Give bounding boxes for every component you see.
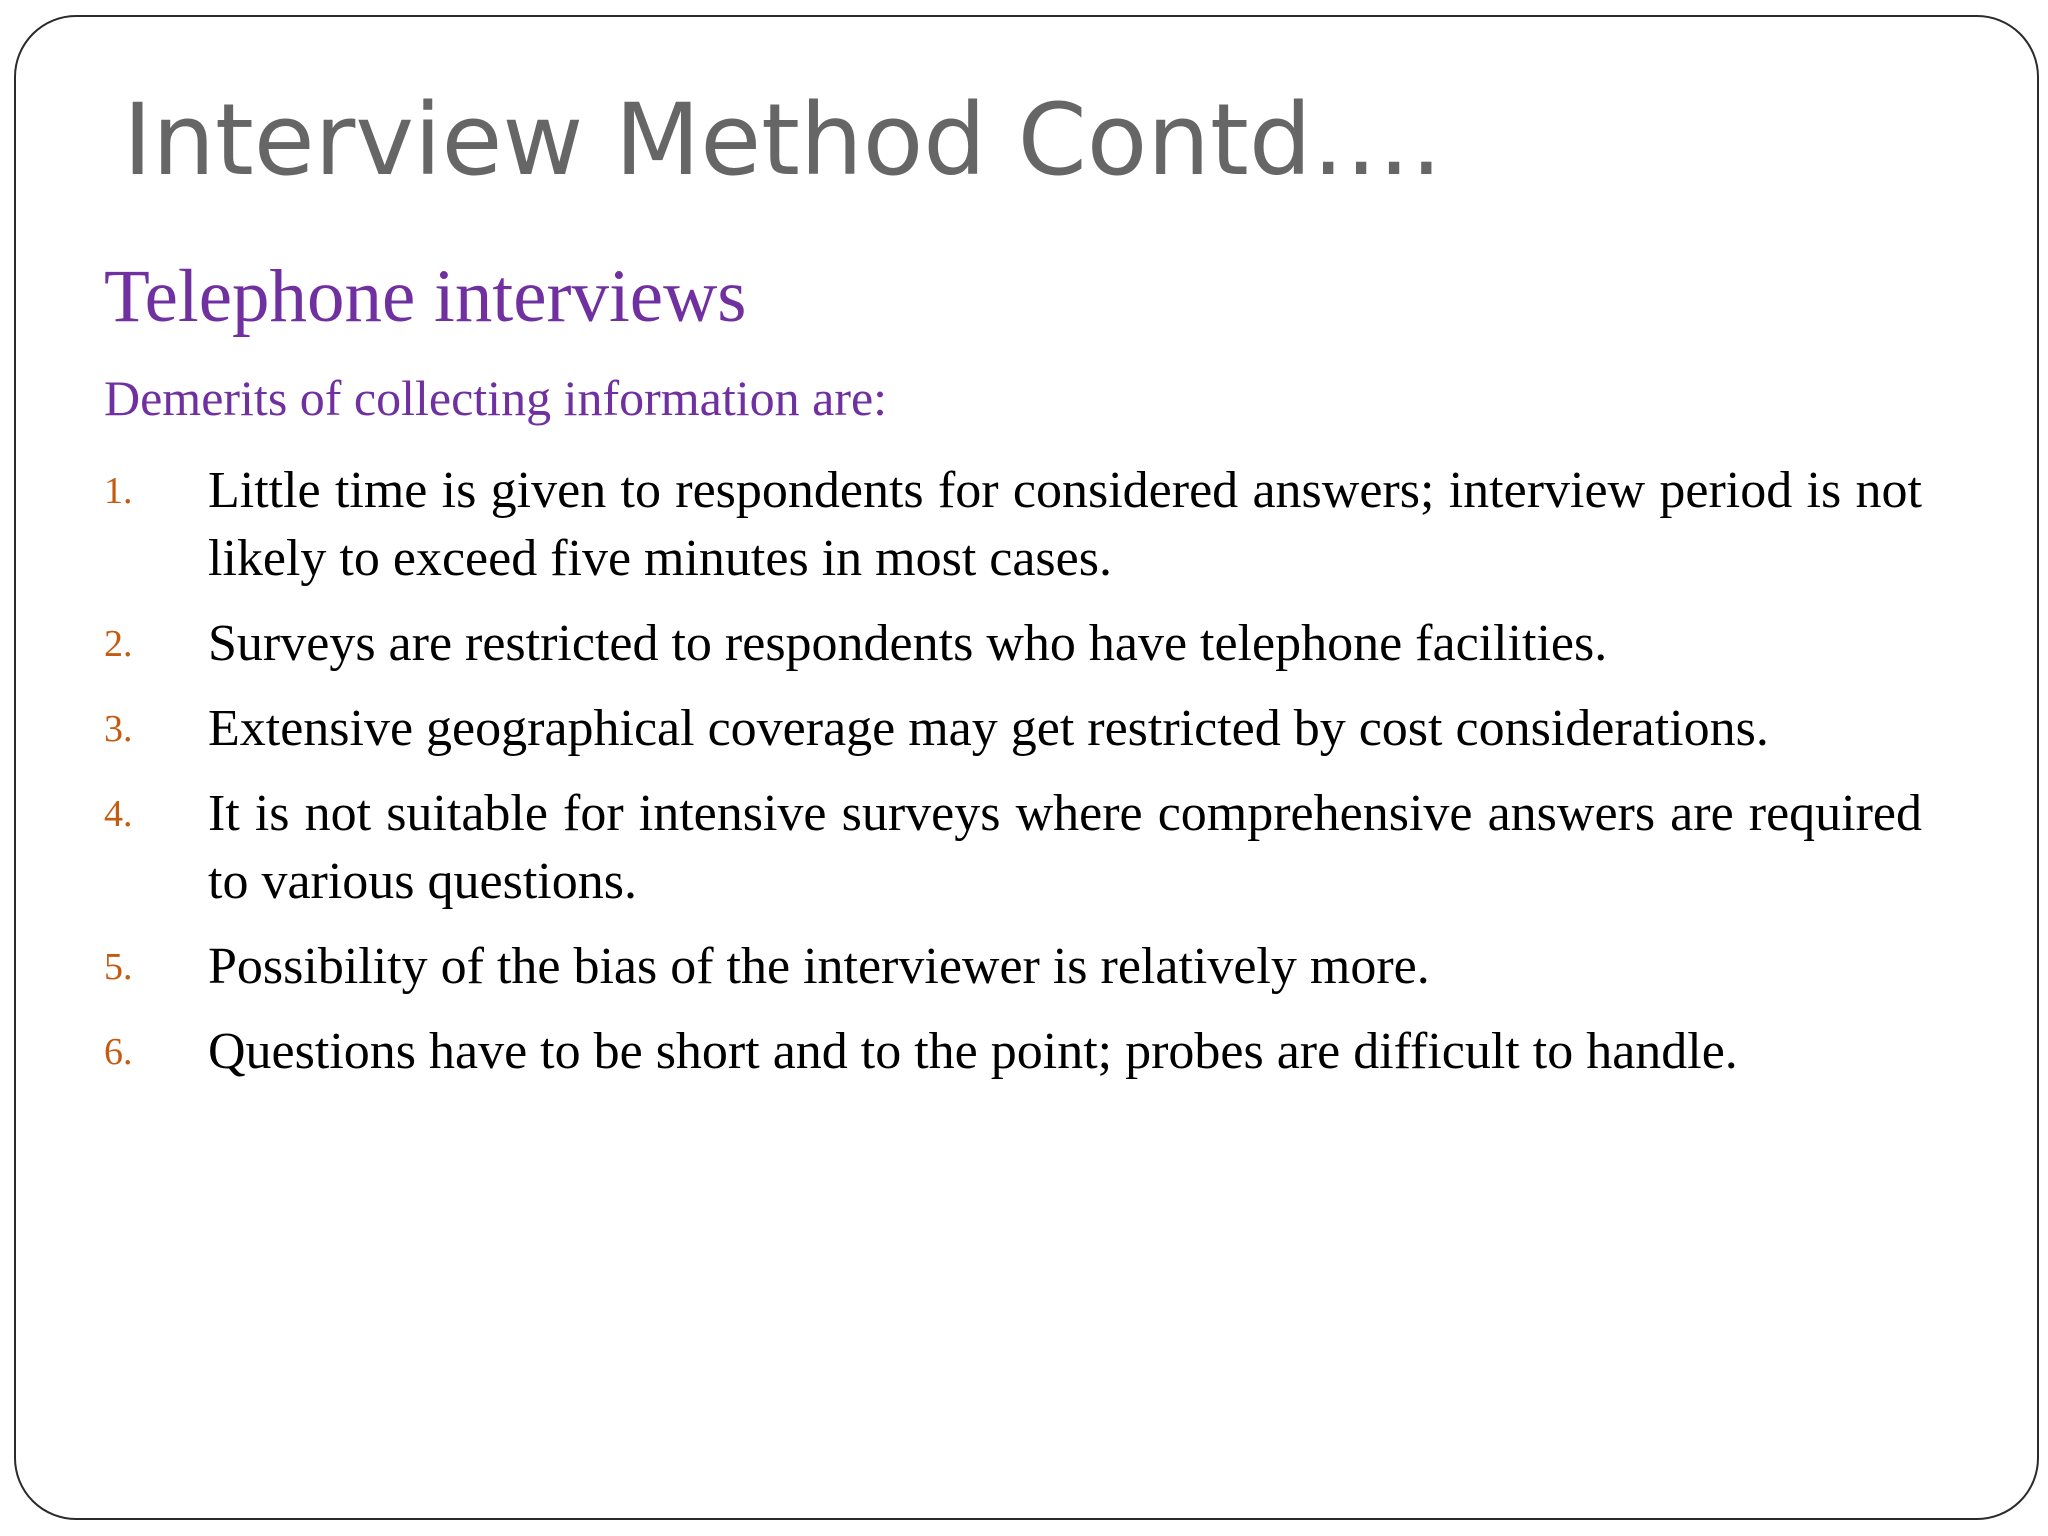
item-text: Possibility of the bias of the interviewer is relatively more. (208, 938, 1430, 995)
item-text: Extensive geographical coverage may get restricted by cost considerations. (208, 700, 1769, 757)
list-item (104, 933, 1922, 1001)
item-number: 3. (104, 708, 133, 750)
demerits-list (104, 457, 1922, 1103)
list-item (104, 780, 1922, 916)
list-item (104, 695, 1922, 763)
item-text: Little time is given to respondents for considered answers; interview period is not likely to exceed five minutes in most cases. (208, 462, 1922, 587)
slide-title: Interview Method Contd…. (123, 83, 1443, 198)
list-intro: Demerits of collecting information are: (104, 370, 888, 426)
list-item (104, 610, 1922, 678)
list-item (104, 457, 1922, 593)
item-number: 5. (104, 946, 133, 988)
list-item (104, 1018, 1922, 1086)
section-heading: Telephone interviews (104, 255, 747, 338)
item-text: Questions have to be short and to the point; probes are difficult to handle. (208, 1023, 1738, 1080)
item-number: 6. (104, 1031, 133, 1073)
slide-frame (14, 15, 2039, 1520)
item-text: It is not suitable for intensive surveys where comprehensive answers are required to various questions. (208, 785, 1922, 910)
item-number: 1. (104, 470, 133, 512)
item-number: 2. (104, 623, 133, 665)
item-text: Surveys are restricted to respondents who have telephone facilities. (208, 615, 1608, 672)
item-number: 4. (104, 793, 133, 835)
